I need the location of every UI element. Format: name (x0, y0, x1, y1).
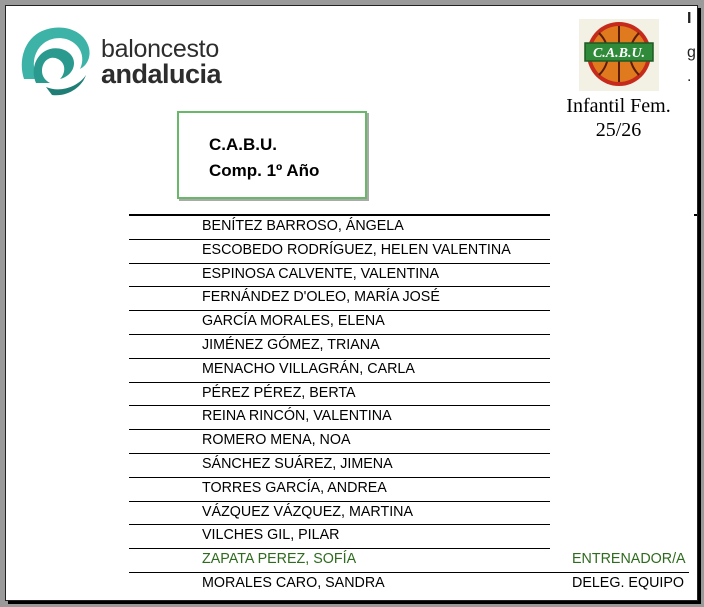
player-name: GARCÍA MORALES, ELENA (202, 313, 385, 330)
player-row (6, 406, 697, 430)
player-name: FERNÁNDEZ D'OLEO, MARÍA JOSÉ (202, 289, 440, 306)
category-label (551, 94, 686, 142)
staff-row-coach (6, 549, 697, 573)
player-row (6, 478, 697, 502)
category-name: Infantil Fem. (566, 95, 671, 117)
staff-row-delegate (6, 573, 697, 597)
player-name: REINA RINCÓN, VALENTINA (202, 408, 392, 425)
staff-name: MORALES CARO, SANDRA (202, 574, 385, 591)
team-subtitle: Comp. 1º Año (209, 161, 320, 180)
player-name: TORRES GARCÍA, ANDREA (202, 479, 387, 496)
player-name: PÉREZ PÉREZ, BERTA (202, 384, 356, 401)
club-crest (579, 19, 659, 91)
club-crest-text: C.A.B.U. (592, 46, 646, 61)
team-name: C.A.B.U. (209, 135, 277, 154)
player-row (6, 287, 697, 311)
staff-role: DELEG. EQUIPO (572, 574, 685, 591)
player-row (6, 383, 697, 407)
cut-off-text-2: g (687, 44, 696, 61)
baloncesto-andalucia-logo (16, 21, 226, 101)
player-name: VILCHES GIL, PILAR (202, 527, 340, 544)
player-name: ROMERO MENA, NOA (202, 432, 351, 449)
logo-word-andalucia: andalucia (101, 59, 222, 89)
staff-name: ZAPATA PEREZ, SOFÍA (202, 551, 357, 568)
player-row (6, 216, 697, 240)
player-name: VÁZQUEZ VÁZQUEZ, MARTINA (202, 503, 414, 520)
season: 25/26 (595, 119, 642, 141)
player-name: BENÍTEZ BARROSO, ÁNGELA (202, 218, 404, 234)
player-row (6, 240, 697, 264)
club-crest-icon (579, 19, 659, 91)
player-row (6, 335, 697, 359)
player-row (6, 311, 697, 335)
player-name: ESCOBEDO RODRÍGUEZ, HELEN VALENTINA (202, 241, 511, 258)
player-name: SÁNCHEZ SUÁREZ, JIMENA (202, 455, 393, 472)
player-row (6, 359, 697, 383)
federation-emblem-icon (16, 21, 96, 101)
player-name: ESPINOSA CALVENTE, VALENTINA (202, 265, 440, 282)
cut-off-text-1: I (687, 10, 692, 27)
team-name-box (177, 111, 367, 199)
roster-table (6, 216, 697, 597)
player-name: MENACHO VILLAGRÁN, CARLA (202, 360, 415, 377)
player-name: JIMÉNEZ GÓMEZ, TRIANA (202, 336, 380, 353)
player-row (6, 502, 697, 526)
player-row (6, 525, 697, 549)
staff-role: ENTRENADOR/A (572, 551, 686, 568)
cut-off-text-3: . (687, 68, 692, 85)
logo-word-baloncesto: baloncesto (101, 35, 219, 63)
roster-sheet (5, 5, 698, 601)
player-row (6, 264, 697, 288)
player-row (6, 454, 697, 478)
player-row (6, 430, 697, 454)
